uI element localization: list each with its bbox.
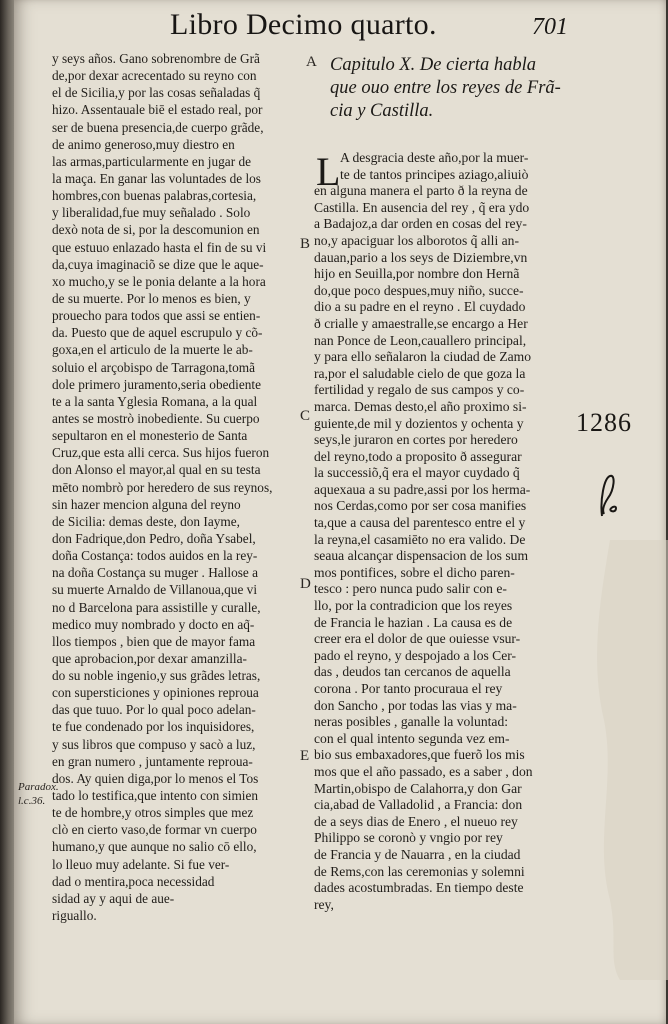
text-line: la maça. En ganar las voluntades de los xyxy=(52,170,261,186)
text-line: en alguna manera el parto ð la reyna de xyxy=(314,183,528,199)
text-line: su muerte Arnaldo de Villanoua,que vi xyxy=(52,582,258,598)
text-line: no d Barcelona para assistille y curalle, xyxy=(52,599,261,615)
text-line: ra,por el saludable cielo de que goza la xyxy=(314,365,526,381)
text-line: las armas,particularmente en jugar de xyxy=(52,153,251,169)
text-line: soluio el arçobispo de Tarragona,tomã xyxy=(52,359,256,375)
marginal-gloss xyxy=(18,780,59,808)
text-line: dad o mentira,poca necessidad xyxy=(52,873,215,889)
gloss-line: l.c.36. xyxy=(18,795,46,807)
text-line: te a la santa Yglesia Romana, a la qual xyxy=(52,393,258,409)
text-line: ta,que a causa del parentesco entre el y xyxy=(314,515,526,531)
text-line: medico muy nombrado y docto en aq̃- xyxy=(52,616,255,632)
text-line: corona . Por tanto procuraua el rey xyxy=(314,681,503,696)
text-line: en gran numero , juntamente reproua- xyxy=(52,753,253,769)
text-line: seaua alcançar dispensacion de los sum xyxy=(314,548,529,564)
text-line: hijo en Seuilla,por nombre don Hernã xyxy=(314,266,520,282)
text-line: dades acostumbradas. En tiempo deste xyxy=(314,880,524,896)
book-gutter xyxy=(0,0,14,1024)
text-line: aquexaua a su padre,assi por los herma- xyxy=(314,481,531,497)
margin-letter-c: C xyxy=(300,408,311,424)
text-line: con supersticiones y opiniones reproua xyxy=(52,685,259,701)
text-line: con el qual intento segunda vez em- xyxy=(314,730,510,746)
text-line: da,cuya imaginaciõ se dize que le aque- xyxy=(52,256,264,272)
text-line: rey, xyxy=(314,896,334,912)
text-line: don Sancho , por todas las vias y ma- xyxy=(314,697,517,713)
text-line: cia,abad de Valladolid , a Francia: don xyxy=(314,797,523,813)
margin-letter-e: E xyxy=(300,748,310,764)
text-line: clò en cierto vaso,de formar vn cuerpo xyxy=(52,822,257,838)
text-line: sidad ay y aqui de aue- xyxy=(52,890,175,906)
text-line: don Fadrique,don Pedro, doña Ysabel, xyxy=(52,530,256,546)
chapter-title-line: Capitulo X. De cierta habla xyxy=(330,55,537,75)
margin-letter-b: B xyxy=(300,236,311,252)
text-line: ð crialle y amaestralle,se encargo a Her xyxy=(314,315,528,331)
text-line: bio sus embaxadores,que fuerõ los mis xyxy=(314,747,525,763)
text-line: dos. Ay quien diga,por lo menos el Tos xyxy=(52,770,259,786)
text-line: na doña Costança su muger . Hallose a xyxy=(52,565,259,581)
text-line: xo mucho,y se le ponia delante a la hora xyxy=(52,273,266,289)
text-line: llos tiempos , bien que de mayor fama xyxy=(52,633,256,649)
text-line: dexò nota de si, por la descomunion en xyxy=(52,222,260,238)
margin-letter-a: A xyxy=(306,54,317,70)
text-line: el de Sicilia,y por las cosas señaladas q̃ xyxy=(52,85,261,101)
text-line: te fue condenado por los inquisidores, xyxy=(52,719,255,735)
text-line: doña Costança: todos auidos en la rey- xyxy=(52,548,258,564)
text-line: A desgracia deste año,por la muer- xyxy=(340,150,529,165)
text-line: de Rems,con las ceremonias y solemni xyxy=(314,863,525,879)
text-line: Martin,obispo de Calahorra,y don Gar xyxy=(314,780,522,796)
text-line: nan Ponce de Leon,cauallero principal, xyxy=(314,332,527,348)
text-line: llo, por la contradicion que los reyes xyxy=(314,598,513,614)
text-line: fertilidad y regalo de sus campos y co- xyxy=(314,382,525,398)
text-line: seys,le juraron en cortes por heredero xyxy=(314,432,518,448)
text-line: que estuuo enlazado hasta el fin de su vi xyxy=(52,239,267,255)
handwritten-mark-icon xyxy=(594,470,622,520)
text-line: Cruz,que esta alli cerca. Sus hijos fueron xyxy=(52,445,270,461)
text-line: de Francia y de Nauarra , en la ciudad xyxy=(314,846,521,862)
text-line: y seys años. Gano sobrenombre de Grã xyxy=(52,51,260,66)
text-line: lo lleuo muy adelante. Si fue ver- xyxy=(52,856,230,872)
chapter-title xyxy=(330,54,590,123)
text-line: guiente,de mil y dozientos y ochenta y xyxy=(314,415,524,431)
page-number: 701 xyxy=(532,14,568,40)
text-line: neras posibles , ganalle la voluntad: xyxy=(314,714,509,730)
text-line: mēto nombrò por heredero de sus reynos, xyxy=(52,479,273,495)
text-line: mos pontifices, sobre el dicho paren- xyxy=(314,564,515,580)
drop-capital: L xyxy=(316,149,341,194)
text-line: sepultaron en el monesterio de Santa xyxy=(52,428,248,444)
text-line: nos Cerdas,como por ser cosa manifies xyxy=(314,498,527,514)
text-line: da. Puesto que de aquel escrupulo y cõ- xyxy=(52,325,263,341)
text-line: creer era el dolor de que ouiesse vsur- xyxy=(314,631,521,647)
text-line: hombres,con buenas palabras,cortesia, xyxy=(52,188,257,204)
text-line: ser de buena presencia,de cuerpo grãde, xyxy=(52,119,264,135)
text-line: y para ello señalaron la ciudad de Zamo xyxy=(314,349,532,365)
text-line: de,por dexar acrecentado su reyno con xyxy=(52,68,257,84)
text-line: del reyno,todo a proposito ð assegurar xyxy=(314,448,522,464)
text-line: Castilla. En ausencia del rey , q̃ era ydo xyxy=(314,199,530,215)
text-line: tado lo testifica,que intento con simien xyxy=(52,788,259,804)
text-line: y sus libros que compuso y sacò a luz, xyxy=(52,736,256,752)
text-line: goxa,en el articulo de la muerte le ab- xyxy=(52,342,253,358)
text-line: de animo generoso,muy diestro en xyxy=(52,136,235,152)
text-line: dio a su padre en el reyno . El cuydado xyxy=(314,299,526,315)
chapter-title-line: cia y Castilla. xyxy=(330,101,434,121)
text-line: dole primero juramento,seria obediente xyxy=(52,376,261,392)
right-text-column xyxy=(314,150,576,913)
text-line: prouecho para todos que assi se entien- xyxy=(52,308,261,324)
text-line: te de tantos principes aziago,aliuiò xyxy=(340,166,529,182)
page-header xyxy=(0,6,668,50)
text-line: do su noble ingenio,y sus grãdes letras, xyxy=(52,668,261,684)
text-line: don Alonso el mayor,al qual en su testa xyxy=(52,462,261,478)
text-line: tesco : pero nunca pudo salir con e- xyxy=(314,581,507,597)
text-line: de su muerte. Por lo menos es bien, y xyxy=(52,290,251,306)
text-line: la successiõ,q̃ era el mayor cuydado q̃ xyxy=(314,465,520,481)
text-line: a Badajoz,a dar orden en cosas del rey- xyxy=(314,216,527,232)
text-line: antes se mostrò inobediente. Su cuerpo xyxy=(52,410,260,426)
text-line: que aprobacion,por dexar amanzilla- xyxy=(52,650,247,666)
page-tear-stain xyxy=(580,540,668,980)
text-line: das , deudos tan cercanos de aquella xyxy=(314,664,511,680)
text-line: sin hazer mencion alguna del reyno xyxy=(52,496,241,512)
text-line: te de hombre,y otros simples que mez xyxy=(52,805,254,821)
text-line: humano,y que aunque no salio cō ello, xyxy=(52,839,257,855)
text-line: de a seys dias de Enero , el nueuo rey xyxy=(314,813,518,829)
text-line: hizo. Assentauale biē el estado real, por xyxy=(52,102,263,118)
text-line: mos que el año passado, es a saber , don xyxy=(314,763,533,779)
text-line: das que tuuo. Por lo qual poco adelan- xyxy=(52,702,256,718)
text-line: marca. Demas desto,el año proximo si- xyxy=(314,398,527,414)
gloss-line: Paradox. xyxy=(18,781,59,793)
text-line: do,que poco despues,muy niño, succe- xyxy=(314,282,524,298)
handwritten-year: 1286 xyxy=(576,408,632,437)
text-line: de Sicilia: demas deste, don Iayme, xyxy=(52,513,240,529)
text-line: no,y apaciguar los alborotos q̃ alli an- xyxy=(314,232,519,248)
text-line: pado el reyno, y despojado a los Cer- xyxy=(314,647,517,663)
running-head: Libro Decimo quarto. xyxy=(170,8,437,41)
text-line: la reyna,el casamiēto no era valido. De xyxy=(314,531,526,547)
margin-letter-d: D xyxy=(300,576,311,592)
left-text-column xyxy=(52,50,302,924)
text-line: de Francia le hazian . La causa es de xyxy=(314,614,513,630)
text-line: dauan,pario a los seys de Diziembre,vn xyxy=(314,249,528,265)
text-line: y liberalidad,fue muy señalado . Solo xyxy=(52,205,251,221)
text-line: Philippo se coronò y vngio por rey xyxy=(314,830,503,846)
chapter-title-line: que ouo entre los reyes de Frã- xyxy=(330,78,561,98)
text-line: riguallo. xyxy=(52,908,97,924)
